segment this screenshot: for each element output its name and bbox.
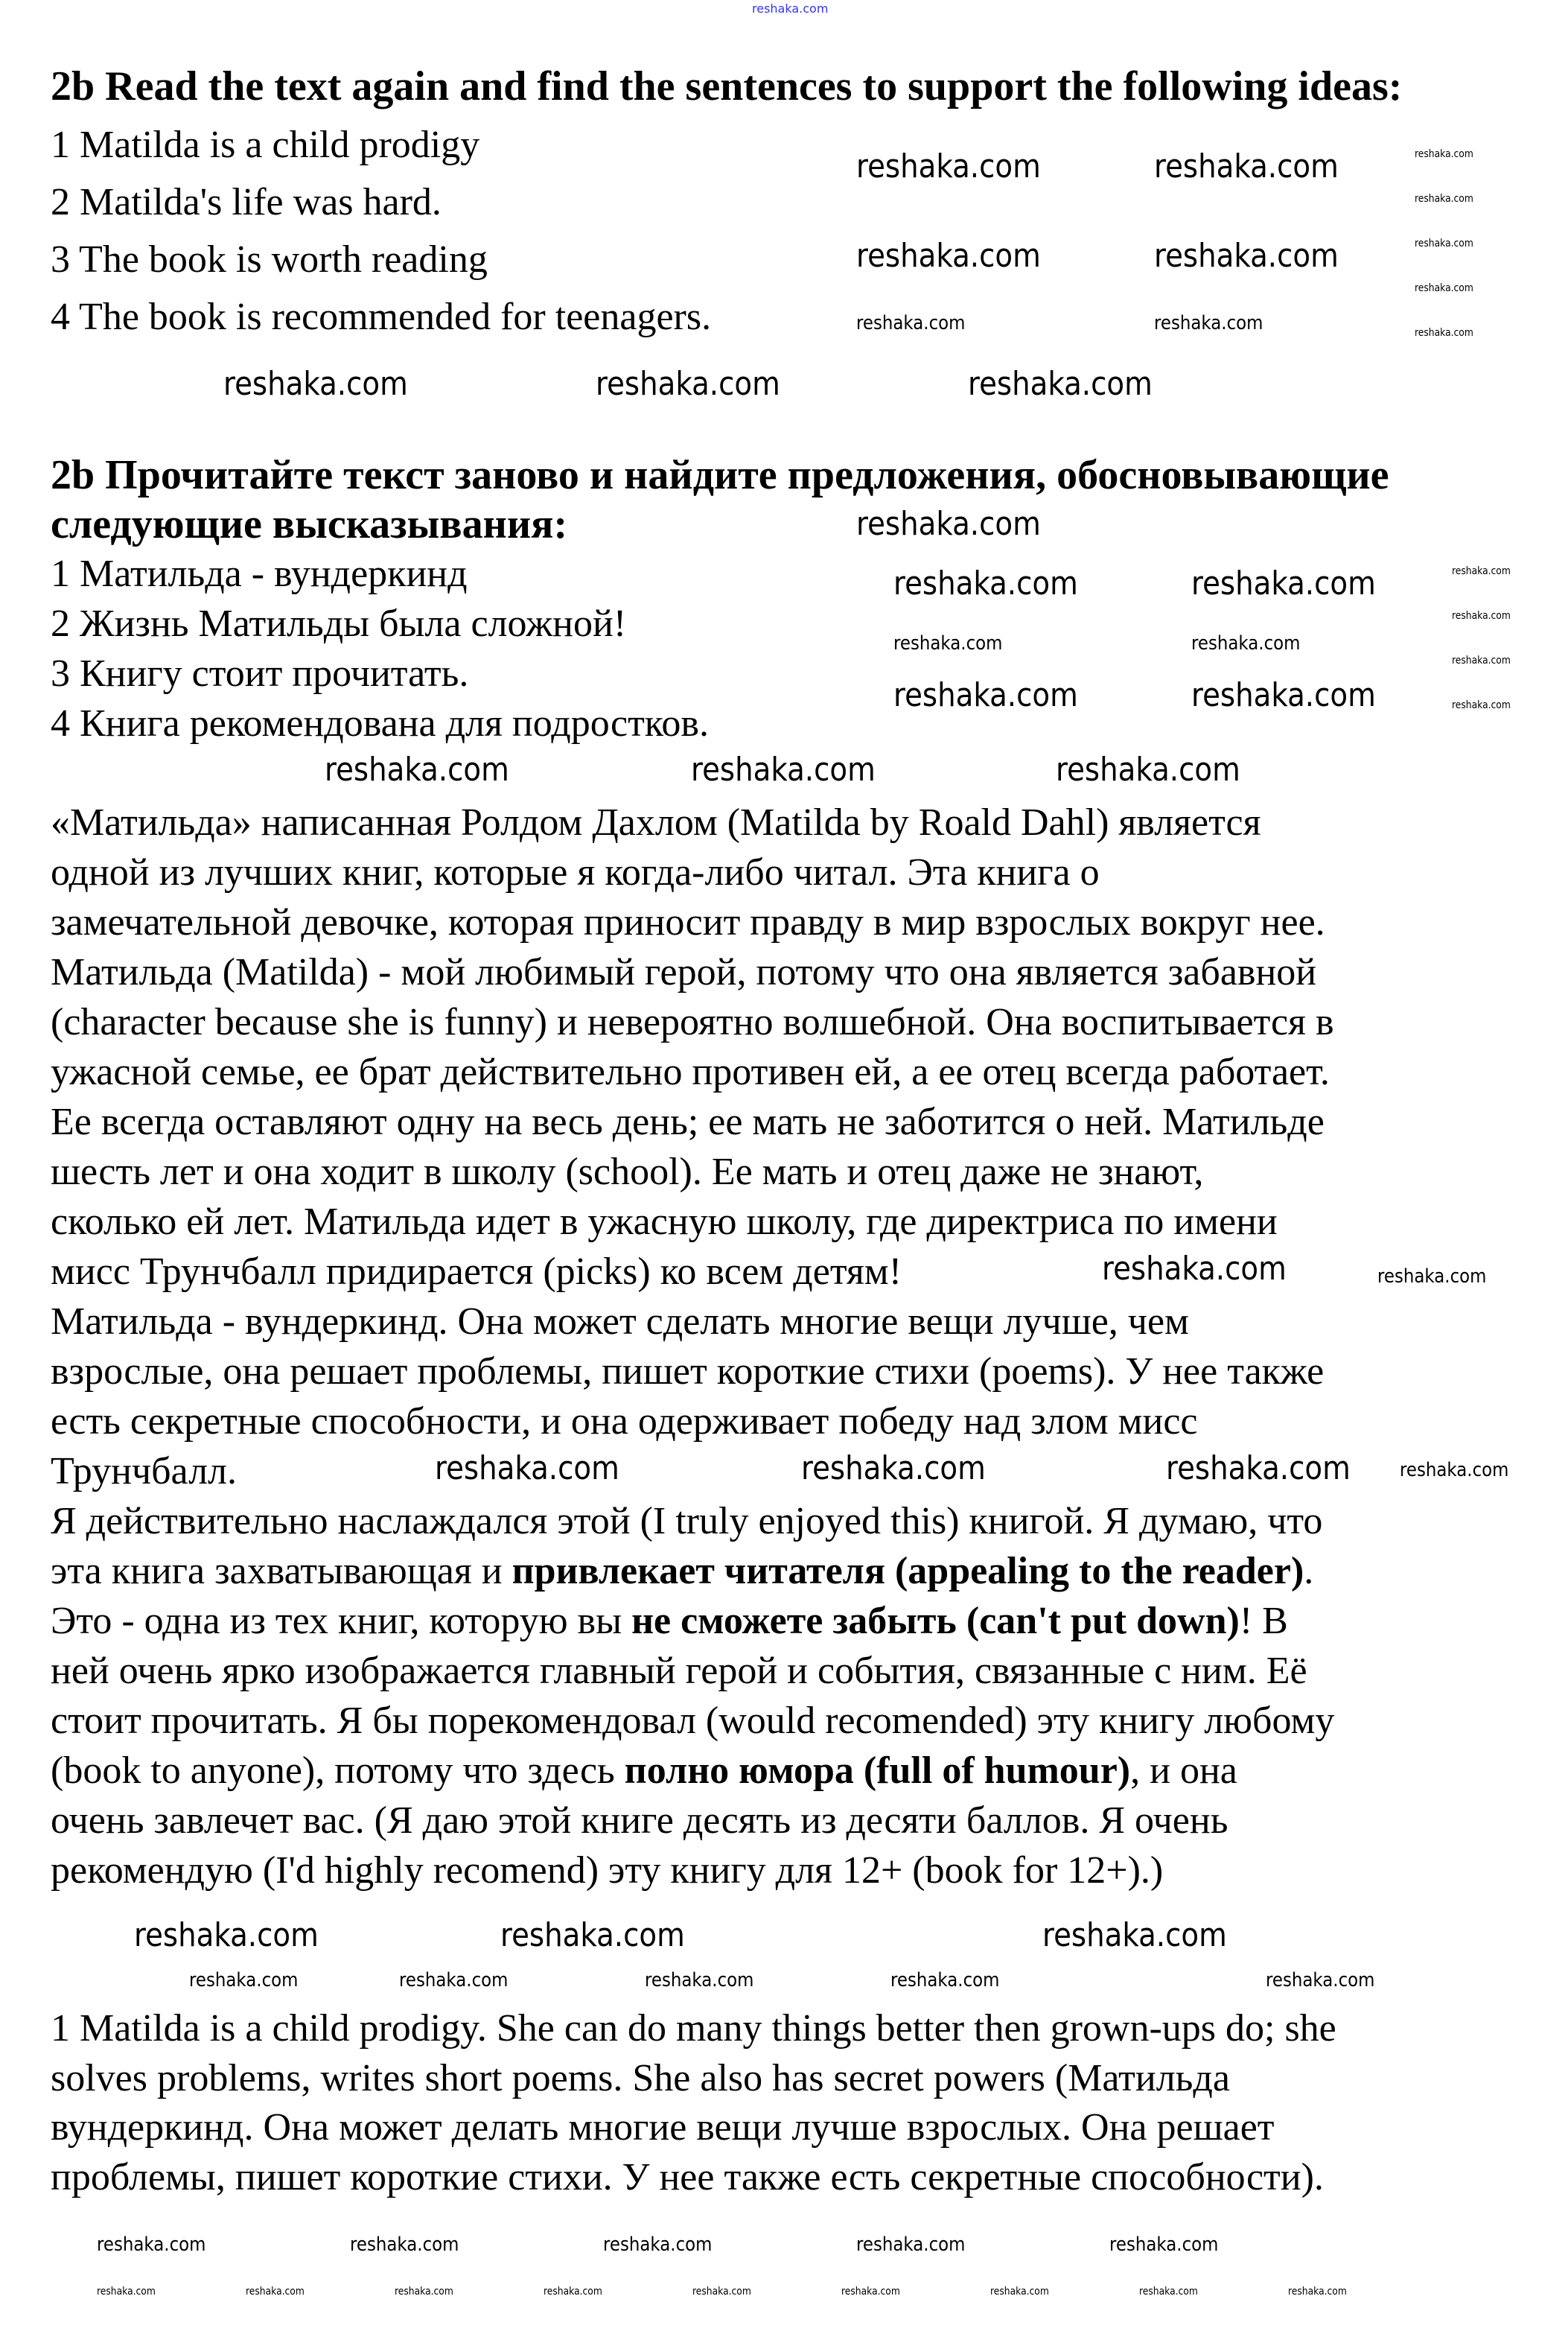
watermark: reshaka.com (1191, 632, 1301, 655)
text-segment: (character because she is funny) и невероятно волшебной. Она воспитывается в (51, 1001, 1334, 1043)
text-line (51, 1696, 1334, 1746)
watermark: reshaka.com (603, 2234, 713, 2256)
task-item: 4 The book is recommended for teenagers. (51, 296, 712, 338)
text-line (51, 997, 1334, 1047)
text-segment: ! В (1239, 1600, 1288, 1642)
russian-task-heading (51, 451, 1389, 549)
watermark: reshaka.com (189, 1969, 299, 1991)
watermark: reshaka.com (856, 147, 1041, 185)
bold-phrase: не сможете забыть (can't put down) (631, 1600, 1240, 1642)
task-item: 2 Жизнь Матильды была сложной! (51, 603, 627, 645)
text-line (51, 1845, 1334, 1895)
text-line (51, 1796, 1334, 1845)
bold-phrase: полно юмора (full of humour) (624, 1749, 1131, 1792)
heading-line: следующие высказывания: (51, 501, 568, 547)
text-line (51, 1097, 1334, 1147)
watermark: reshaka.com (856, 312, 966, 334)
watermark: reshaka.com (1154, 147, 1339, 185)
english-task-heading: 2b Read the text again and find the sentences to support the following ideas: (51, 63, 1403, 109)
text-line (51, 1347, 1334, 1396)
english-task-list (51, 116, 711, 346)
text-line (51, 1746, 1334, 1796)
watermark: reshaka.com (1139, 2286, 1198, 2298)
watermark: reshaka.com (1266, 1969, 1375, 1991)
task-item: 1 Matilda is a child prodigy (51, 124, 480, 166)
text-segment: есть секретные способности, и она одерживает победу над злом мисс (51, 1400, 1198, 1443)
watermark: reshaka.com (246, 2286, 305, 2298)
text-segment: ней очень ярко изображается главный герой и события, связанные с ним. Её (51, 1650, 1307, 1692)
watermark: reshaka.com (1154, 312, 1263, 334)
text-segment: (book to anyone), потому что здесь (51, 1749, 625, 1792)
russian-task-list (51, 549, 709, 748)
watermark: reshaka.com (544, 2286, 602, 2298)
watermark: reshaka.com (691, 751, 876, 789)
answer-text (51, 2004, 1336, 2203)
text-segment: стоит прочитать. Я бы порекомендовал (would recomended) эту книгу любому (51, 1700, 1335, 1742)
text-line (51, 947, 1334, 997)
text-line (51, 1646, 1334, 1696)
task-item: 1 Матильда - вундеркинд (51, 553, 468, 595)
watermark: reshaka.com (1154, 237, 1339, 275)
watermark: reshaka.com (1400, 1459, 1509, 1481)
watermark: reshaka.com (1166, 1449, 1351, 1487)
watermark: reshaka.com (968, 365, 1153, 403)
watermark: reshaka.com (1415, 238, 1473, 249)
text-line (51, 1446, 1334, 1496)
text-segment: рекомендую (I'd highly recomend) эту книгу для 12+ (book for 12+).) (51, 1849, 1164, 1892)
text-line (51, 1596, 1334, 1646)
site-link[interactable]: reshaka.com (752, 1, 829, 16)
watermark: reshaka.com (325, 751, 509, 789)
watermark: reshaka.com (223, 365, 408, 403)
text-segment: Трунчбалл. (51, 1450, 237, 1492)
watermark: reshaka.com (1452, 610, 1511, 622)
text-segment: сколько ей лет. Матильда идет в ужасную школу, где директриса по имени (51, 1201, 1278, 1243)
text-segment: , и она (1130, 1749, 1237, 1792)
text-segment: Это - одна из тех книг, которую вы (51, 1600, 632, 1642)
text-segment: мисс Трунчбалл придирается (picks) ко всем детям! (51, 1250, 902, 1293)
watermark: reshaka.com (856, 505, 1041, 543)
answer-line: проблемы, пишет короткие стихи. У нее также есть секретные способности). (51, 2156, 1324, 2199)
watermark: reshaka.com (1288, 2286, 1347, 2298)
watermark: reshaka.com (856, 2234, 966, 2256)
text-line (51, 798, 1334, 848)
watermark: reshaka.com (1102, 1250, 1287, 1288)
answer-line: 1 Matilda is a child prodigy. She can do many things better then grown-ups do; she (51, 2007, 1336, 2050)
text-line (51, 848, 1334, 897)
task-item: 4 Книга рекомендована для подростков. (51, 702, 709, 745)
text-line (51, 1297, 1334, 1347)
watermark: reshaka.com (350, 2234, 459, 2256)
watermark: reshaka.com (893, 676, 1078, 714)
text-segment: эта книга захватывающая и (51, 1550, 512, 1592)
watermark: reshaka.com (500, 1916, 685, 1954)
watermark: reshaka.com (1415, 327, 1473, 339)
watermark: reshaka.com (1452, 565, 1511, 577)
text-segment: шесть лет и она ходит в школу (school). Ее мать и отец даже не знают, (51, 1151, 1204, 1193)
text-segment: «Матильда» написанная Ролдом Дахлом (Matilda by Roald Dahl) является (51, 801, 1261, 844)
text-segment: одной из лучших книг, которые я когда-либо читал. Эта книга о (51, 851, 1100, 894)
text-line (51, 1147, 1334, 1197)
watermark: reshaka.com (395, 2286, 453, 2298)
task-item: 3 The book is worth reading (51, 238, 488, 281)
task-item: 2 Matilda's life was hard. (51, 181, 442, 223)
watermark: reshaka.com (841, 2286, 900, 2298)
watermark: reshaka.com (893, 632, 1003, 655)
watermark: reshaka.com (856, 237, 1041, 275)
text-segment: ужасной семье, ее брат действительно противен ей, а ее отец всегда работает. (51, 1051, 1330, 1093)
text-line (51, 1047, 1334, 1097)
text-segment: Матильда (Matilda) - мой любимый герой, потому что она является забавной (51, 951, 1317, 993)
watermark: reshaka.com (893, 565, 1078, 603)
text-segment: Ее всегда оставляют одну на весь день; ее мать не заботится о ней. Матильде (51, 1101, 1325, 1143)
watermark: reshaka.com (399, 1969, 509, 1991)
watermark: reshaka.com (1191, 565, 1376, 603)
watermark: reshaka.com (1452, 699, 1511, 711)
watermark: reshaka.com (692, 2286, 751, 2298)
watermark: reshaka.com (1109, 2234, 1219, 2256)
watermark: reshaka.com (1042, 1916, 1227, 1954)
watermark: reshaka.com (1377, 1265, 1487, 1288)
text-segment: взрослые, она решает проблемы, пишет короткие стихи (poems). У нее также (51, 1350, 1325, 1393)
text-segment: замечательной девочке, которая приносит правду в мир взрослых вокруг нее. (51, 901, 1325, 944)
answer-line: вундеркинд. Она может делать многие вещи лучше взрослых. Она решает (51, 2106, 1275, 2149)
watermark: reshaka.com (1415, 282, 1473, 294)
watermark: reshaka.com (97, 2234, 206, 2256)
watermark: reshaka.com (435, 1449, 619, 1487)
bold-phrase: привлекает читателя (appealing to the reader) (511, 1550, 1304, 1592)
watermark: reshaka.com (596, 365, 780, 403)
review-text (51, 798, 1334, 1895)
text-line (51, 1197, 1334, 1247)
text-segment: Матильда - вундеркинд. Она может сделать многие вещи лучше, чем (51, 1300, 1189, 1343)
answer-line: solves problems, writes short poems. She also has secret powers (Матильда (51, 2056, 1230, 2099)
text-line (51, 1496, 1334, 1546)
watermark: reshaka.com (801, 1449, 986, 1487)
text-line (51, 897, 1334, 947)
text-segment: . (1304, 1550, 1314, 1592)
heading-line: 2b Прочитайте текст заново и найдите предложения, обосновывающие (51, 452, 1389, 498)
text-segment: очень завлечет вас. (Я даю этой книге десять из десяти баллов. Я очень (51, 1799, 1228, 1842)
text-line (51, 1546, 1334, 1596)
watermark: reshaka.com (990, 2286, 1049, 2298)
watermark: reshaka.com (645, 1969, 754, 1991)
watermark: reshaka.com (890, 1969, 1000, 1991)
watermark: reshaka.com (134, 1916, 319, 1954)
task-item: 3 Книгу стоит прочитать. (51, 652, 469, 695)
text-segment: Я действительно наслаждался этой (I truly enjoyed this) книгой. Я думаю, что (51, 1500, 1323, 1542)
watermark: reshaka.com (1056, 751, 1240, 789)
watermark: reshaka.com (1415, 193, 1473, 205)
watermark: reshaka.com (1452, 655, 1511, 667)
watermark: reshaka.com (97, 2286, 156, 2298)
text-line (51, 1396, 1334, 1446)
watermark: reshaka.com (1191, 676, 1376, 714)
watermark: reshaka.com (1415, 148, 1473, 160)
